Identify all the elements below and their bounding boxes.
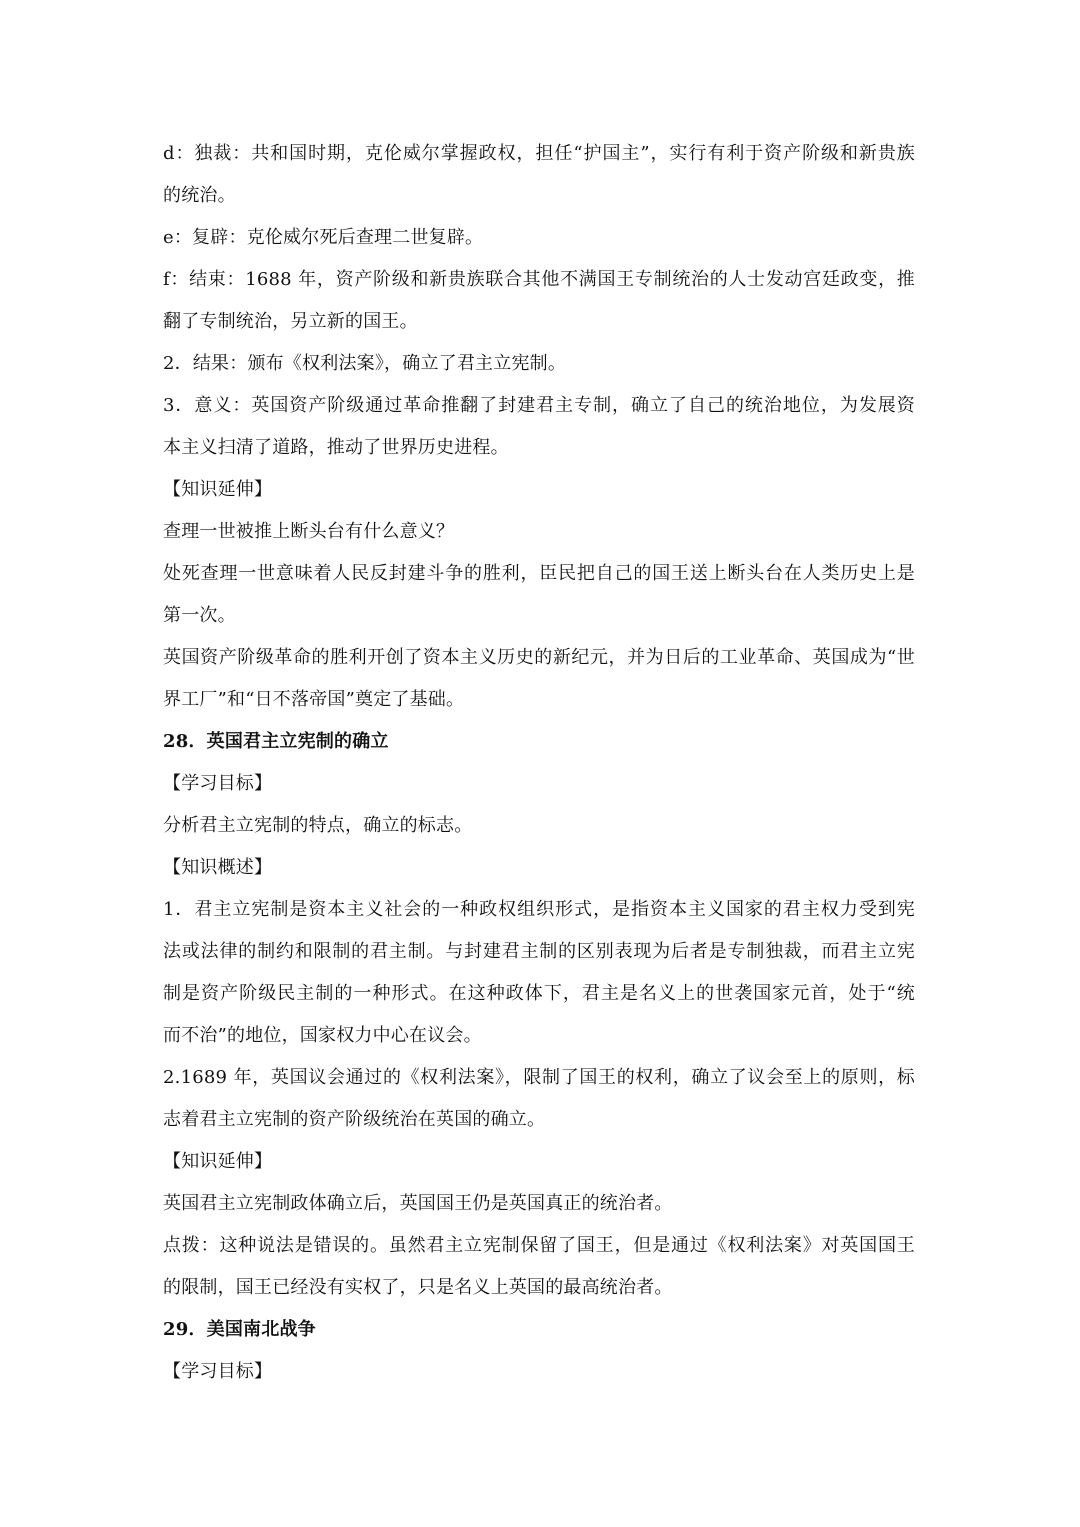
text-line-impact-2: 界工厂”和“日不落帝国”奠定了基础。: [163, 689, 465, 710]
text-line-tip-2: 的限制，国王已经没有实权了，只是名义上英国的最高统治者。: [163, 1277, 673, 1298]
text-line-meaning-1: 3．意义：英国资产阶级通过革命推翻了封建君主专制，确立了自己的统治地位，为发展资: [163, 395, 915, 416]
knowledge-extension-heading: 【知识延伸】: [163, 479, 273, 500]
text-line-answer-2: 第一次。: [163, 605, 236, 626]
text-line-p1-4: 而不治”的地位，国家权力中心在议会。: [163, 1025, 482, 1046]
learning-goal-heading-2: 【学习目标】: [163, 1361, 273, 1382]
knowledge-overview-heading: 【知识概述】: [163, 857, 273, 878]
section-title-29: 29．美国南北战争: [163, 1319, 316, 1340]
text-line-p2-2: 志着君主立宪制的资产阶级统治在英国的确立。: [163, 1109, 546, 1130]
text-line-item-e: e：复辟：克伦威尔死后查理二世复辟。: [163, 227, 484, 248]
text-line-goal: 分析君主立宪制的特点，确立的标志。: [163, 815, 473, 836]
text-line-tip-1: 点拨：这种说法是错误的。虽然君主立宪制保留了国王，但是通过《权利法案》对英国国王: [163, 1235, 915, 1256]
knowledge-extension-heading-2: 【知识延伸】: [163, 1151, 273, 1172]
text-line-item-d-2: 的统治。: [163, 185, 236, 206]
text-line-meaning-2: 本主义扫清了道路，推动了世界历史进程。: [163, 437, 509, 458]
text-line-p1-2: 法或法律的制约和限制的君主制。与封建君主制的区别表现为后者是专制独裁，而君主立宪: [163, 941, 915, 962]
text-line-item-f-2: 翻了专制统治，另立新的国王。: [163, 311, 418, 332]
text-line-question: 查理一世被推上断头台有什么意义？: [163, 521, 455, 542]
text-line-result: 2．结果：颁布《权利法案》，确立了君主立宪制。: [163, 353, 567, 374]
text-line-statement: 英国君主立宪制政体确立后，英国国王仍是英国真正的统治者。: [163, 1193, 673, 1214]
text-line-item-f-1: f：结束：1688 年，资产阶级和新贵族联合其他不满国王专制统治的人士发动宫廷政变，推: [163, 269, 915, 290]
text-line-answer-1: 处死查理一世意味着人民反封建斗争的胜利，臣民把自己的国王送上断头台在人类历史上是: [163, 563, 915, 584]
text-line-p2-1: 2.1689 年，英国议会通过的《权利法案》，限制了国王的权利，确立了议会至上的原则，标: [163, 1067, 915, 1088]
document-content: [163, 133, 923, 1393]
text-line-item-d-1: d：独裁：共和国时期，克伦威尔掌握政权，担任“护国主”，实行有利于资产阶级和新贵族: [163, 143, 915, 164]
text-line-p1-1: 1．君主立宪制是资本主义社会的一种政权组织形式，是指资本主义国家的君主权力受到宪: [163, 899, 915, 920]
section-title-28: 28．英国君主立宪制的确立: [163, 731, 389, 752]
learning-goal-heading: 【学习目标】: [163, 773, 273, 794]
text-line-p1-3: 制是资产阶级民主制的一种形式。在这种政体下，君主是名义上的世袭国家元首，处于“统: [163, 983, 915, 1004]
text-line-impact-1: 英国资产阶级革命的胜利开创了资本主义历史的新纪元，并为日后的工业革命、英国成为“世: [163, 647, 915, 668]
